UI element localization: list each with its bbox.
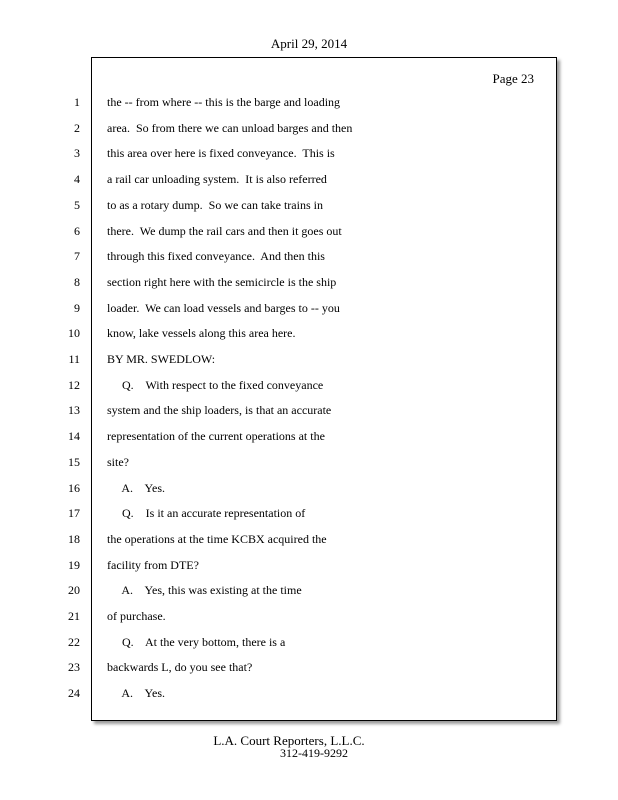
transcript-line-text: facility from DTE?: [107, 558, 199, 572]
transcript-line-text: BY MR. SWEDLOW:: [107, 352, 216, 366]
transcript-line-text: A. Yes, this was existing at the time: [107, 583, 302, 597]
transcript-line-text: loader. We can load vessels and barges to -- you: [107, 301, 340, 315]
transcript-line-text: Q. Is it an accurate representation of: [107, 506, 306, 520]
transcript-line-text: the operations at the time KCBX acquired the: [107, 532, 327, 546]
line-number: 6: [74, 224, 80, 238]
transcript-line-text: section right here with the semicircle is the ship: [107, 275, 337, 289]
line-number: 20: [68, 583, 80, 597]
page-number: Page 23: [492, 71, 534, 86]
line-number: 21: [68, 609, 80, 623]
line-number: 17: [68, 506, 80, 520]
transcript-line-text: a rail car unloading system. It is also referred: [107, 172, 327, 186]
footer-company: L.A. Court Reporters, L.L.C.: [213, 733, 365, 748]
line-number: 4: [74, 172, 80, 186]
transcript-line-text: of purchase.: [107, 609, 166, 623]
transcript-line-text: Q. At the very bottom, there is a: [107, 635, 286, 649]
line-number: 8: [74, 275, 80, 289]
line-number: 5: [74, 198, 80, 212]
transcript-line-text: through this fixed conveyance. And then this: [107, 249, 325, 263]
transcript-line-text: A. Yes.: [107, 481, 166, 495]
transcript-line-text: A. Yes.: [107, 686, 166, 700]
line-number: 16: [68, 481, 80, 495]
transcript-line-text: there. We dump the rail cars and then it goes out: [107, 224, 342, 238]
line-number: 18: [68, 532, 80, 546]
line-number: 14: [68, 429, 80, 443]
transcript-line-text: Q. With respect to the fixed conveyance: [107, 378, 324, 392]
line-number: 23: [68, 660, 80, 674]
transcript-line-text: to as a rotary dump. So we can take trains in: [107, 198, 323, 212]
transcript-line-text: know, lake vessels along this area here.: [107, 326, 296, 340]
line-number: 24: [68, 686, 80, 700]
line-number: 12: [68, 378, 80, 392]
line-number: 15: [68, 455, 80, 469]
transcript-line-text: representation of the current operations at the: [107, 429, 325, 443]
footer-phone: 312-419-9292: [280, 746, 348, 760]
line-number: 9: [74, 301, 80, 315]
line-number: 11: [68, 352, 80, 366]
line-number: 19: [68, 558, 80, 572]
line-number: 13: [68, 403, 80, 417]
transcript-line-text: this area over here is fixed conveyance. This is: [107, 146, 335, 160]
transcript-line-text: backwards L, do you see that?: [107, 660, 253, 674]
transcript-line-text: system and the ship loaders, is that an accurate: [107, 403, 332, 417]
header-date: April 29, 2014: [270, 36, 348, 51]
line-number: 22: [68, 635, 80, 649]
line-number: 10: [68, 326, 80, 340]
line-number: 1: [74, 95, 80, 109]
transcript-line-text: site?: [107, 455, 129, 469]
transcript-line-text: area. So from there we can unload barges and then: [107, 121, 353, 135]
line-number: 3: [74, 146, 80, 160]
line-number: 2: [74, 121, 80, 135]
line-number: 7: [74, 249, 80, 263]
transcript-line-text: the -- from where -- this is the barge and loading: [107, 95, 341, 109]
